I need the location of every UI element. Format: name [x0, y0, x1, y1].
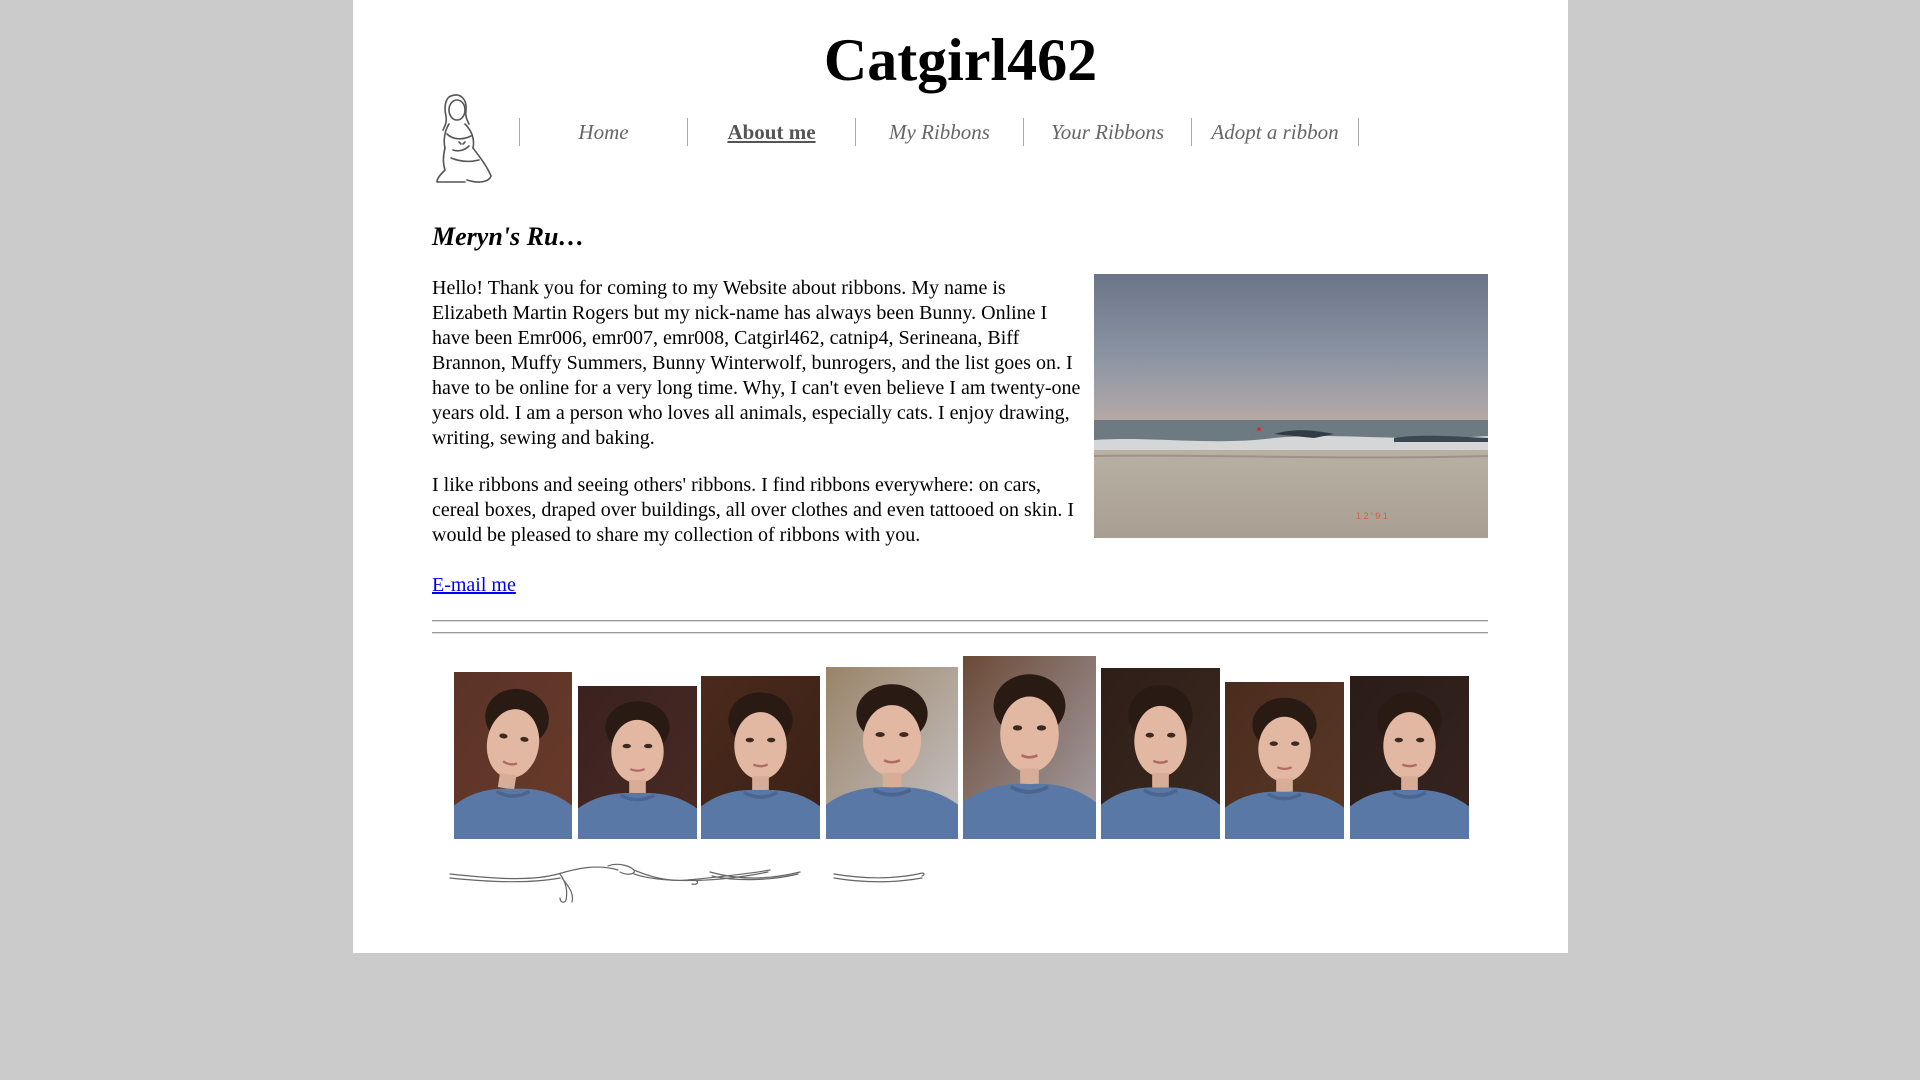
portrait-photo — [826, 667, 958, 839]
horizontal-rule — [432, 620, 1488, 622]
intro-paragraph: I like ribbons and seeing others' ribbons. I find ribbons everywhere: on cars, cereal boxes, draped over buildings, all over clothes and even tattooed on skin. I would be pleased to share my collection of ribbons with you. — [432, 474, 1075, 546]
nav-your-ribbons-link[interactable]: Your Ribbons — [1023, 118, 1191, 146]
kneeling-girl-logo — [431, 90, 497, 188]
portrait-photo — [963, 656, 1096, 839]
nav-about-me-link[interactable]: About me — [687, 118, 855, 146]
beach-photo — [1094, 274, 1488, 538]
ribbon-divider-art — [448, 860, 968, 910]
intro-paragraph: Hello! Thank you for coming to my Website about ribbons. My name is Elizabeth Martin Rogers but my nick-name has always been Bunny. Online I have been Emr006, emr007, emr008, Catgirl462, catnip4, Serineana, Biff Brannon, Muffy Summers, Bunny Winterwolf, bunrogers, and the list goes on. I have to be online for a very long time. Why, I can't even believe I am twenty-one years old. I am a person who loves all animals, especially cats. I enjoy drawing, writing, sewing and baking. — [432, 277, 1081, 449]
nav-adopt-a-ribbon-link[interactable]: Adopt a ribbon — [1191, 118, 1359, 146]
section-heading: Meryn's Ru… — [432, 222, 585, 251]
svg-text:1 2 ' 9 1: 1 2 ' 9 1 — [1356, 511, 1388, 521]
email-me-link[interactable]: E-mail me — [432, 574, 516, 596]
portrait-photo — [1101, 668, 1220, 839]
content-panel — [353, 0, 1568, 953]
portrait-photo — [701, 676, 820, 839]
site-title: Catgirl462 — [823, 27, 1098, 93]
portrait-photo — [454, 672, 572, 839]
nav-home-link[interactable]: Home — [519, 118, 687, 146]
main-nav — [519, 118, 1359, 146]
portrait-photo — [1350, 676, 1469, 839]
nav-my-ribbons-link[interactable]: My Ribbons — [855, 118, 1023, 146]
horizontal-rule — [432, 632, 1488, 634]
intro-text — [432, 276, 1082, 570]
portrait-photo — [578, 686, 697, 839]
portrait-photo — [1225, 682, 1344, 839]
